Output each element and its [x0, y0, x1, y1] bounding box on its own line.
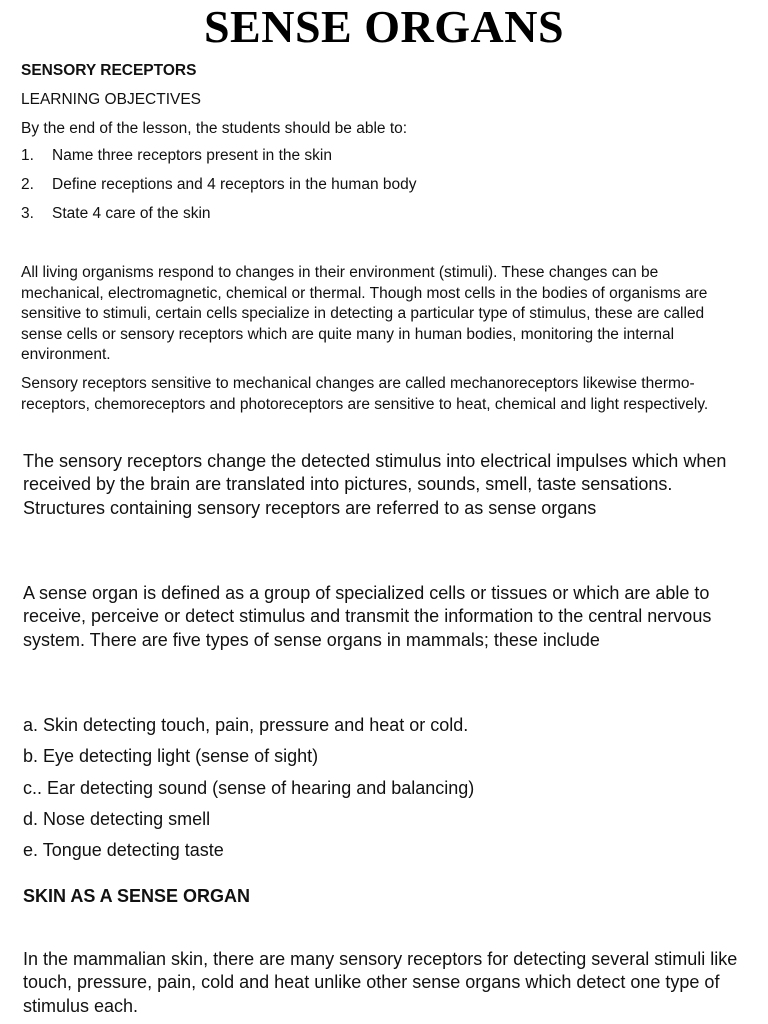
objectives-list	[21, 147, 416, 234]
page-title: SENSE ORGANS	[203, 1, 565, 52]
objective-item	[21, 205, 416, 234]
objective-text: Define receptions and 4 receptors in the human body	[52, 176, 417, 193]
objective-number: 3.	[21, 205, 34, 222]
skin-paragraph: In the mammalian skin, there are many sensory receptors for detecting several stimuli like touch, pressure, pain, cold and heat unlike other sense organs which detect one type of stimulus each.	[23, 949, 738, 1016]
sensory-receptors-paragraph: The sensory receptors change the detected stimulus into electrical impulses which when received by the brain are translated into pictures, sounds, smell, taste sensations. Structures containing sensory receptors are referred to as sense organs	[23, 451, 727, 518]
objective-item	[21, 147, 416, 176]
list-item: c.. Ear detecting sound (sense of hearing and balancing)	[23, 777, 475, 798]
list-item: d. Nose detecting smell	[23, 808, 211, 829]
skin-heading: SKIN AS A SENSE ORGAN	[23, 886, 251, 906]
receptor-types-paragraph: Sensory receptors sensitive to mechanical changes are called mechanoreceptors likewise thermo-receptors, chemoreceptors and photoreceptors are sensitive to heat, chemical and light respectively.	[21, 375, 709, 413]
sense-organs-list	[23, 713, 474, 869]
objectives-heading: LEARNING OBJECTIVES	[21, 91, 202, 108]
objective-number: 2.	[21, 176, 34, 193]
sense-organ-definition-paragraph: A sense organ is defined as a group of specialized cells or tissues or which are able to receive, perceive or detect stimulus and transmit the information to the central nervous system. There are five types of sense organs in mammals; these include	[23, 583, 712, 650]
objectives-intro: By the end of the lesson, the students should be able to:	[21, 120, 408, 137]
objective-text: Name three receptors present in the skin	[52, 147, 332, 164]
list-item: a. Skin detecting touch, pain, pressure and heat or cold.	[23, 715, 469, 735]
list-item: e. Tongue detecting taste	[23, 840, 224, 861]
section-heading: SENSORY RECEPTORS	[21, 62, 197, 79]
list-item: b. Eye detecting light (sense of sight)	[23, 746, 319, 767]
objective-number: 1.	[21, 147, 34, 164]
objective-text: State 4 care of the skin	[52, 205, 211, 222]
stimuli-paragraph: All living organisms respond to changes in their environment (stimuli). These changes can be mechanical, electromagnetic, chemical or thermal. Though most cells in the bodies of organisms are sensitive to stimuli, certain cells specialize in detecting a particular type of stimulus, these are called sense cells or sensory receptors which are quite many in human bodies, monitoring the internal environment.	[21, 264, 708, 364]
objective-item	[21, 176, 416, 205]
